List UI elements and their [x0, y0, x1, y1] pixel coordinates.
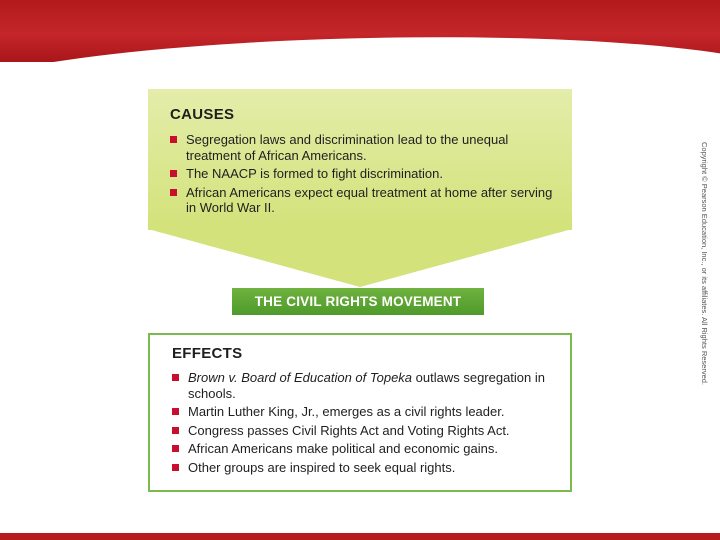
banner-swoosh: [0, 29, 720, 62]
effects-item-1-case-name: Brown v. Board of Education of Topeka: [188, 370, 413, 385]
bullet-square-icon: [170, 189, 177, 196]
effects-item-1-text: outlaws segregation in schools.: [188, 370, 546, 401]
cause-effect-diagram: [148, 89, 572, 491]
bullet-square-icon: [170, 136, 177, 143]
bullet-square-icon: [172, 408, 179, 415]
bottom-band: [0, 533, 720, 540]
list-item: [172, 441, 564, 457]
effects-item-5: Other groups are inspired to seek equal rights.: [188, 459, 456, 475]
effects-item-2: Martin Luther King, Jr., emerges as a civil rights leader.: [188, 404, 505, 419]
list-item: [172, 460, 564, 476]
copyright-text: Copyright © Pearson Education, Inc., or its affiliates. All Rights Reserved.: [700, 142, 709, 386]
effects-box: [148, 333, 572, 492]
list-item: [172, 423, 564, 439]
causes-title: CAUSES: [170, 106, 235, 123]
causes-list: [170, 132, 562, 219]
list-item: [172, 404, 564, 420]
causes-item-1: Segregation laws and discrimination lead to the unequal treatment of African Americans.: [186, 132, 509, 163]
list-item: [170, 185, 562, 216]
copyright-notice: [700, 142, 710, 402]
effects-title: EFFECTS: [172, 345, 243, 362]
bullet-square-icon: [172, 464, 179, 471]
list-item: [170, 166, 562, 182]
effects-list: [172, 370, 564, 478]
civil-rights-movement-banner: THE CIVIL RIGHTS MOVEMENT: [232, 288, 484, 315]
bullet-square-icon: [172, 427, 179, 434]
list-item: [170, 132, 562, 163]
causes-box: [148, 89, 572, 230]
causes-item-3: African Americans expect equal treatment at home after serving in World War II.: [186, 184, 553, 215]
effects-item-4: African Americans make political and economic gains.: [188, 441, 498, 456]
list-item: [172, 370, 564, 401]
bullet-square-icon: [170, 170, 177, 177]
effects-item-3: Congress passes Civil Rights Act and Voting Rights Act.: [188, 422, 510, 438]
causes-item-2: The NAACP is formed to fight discrimination.: [186, 166, 443, 181]
down-arrow-icon: [148, 229, 572, 287]
top-banner: [0, 0, 720, 62]
bullet-square-icon: [172, 374, 179, 381]
bullet-square-icon: [172, 445, 179, 452]
